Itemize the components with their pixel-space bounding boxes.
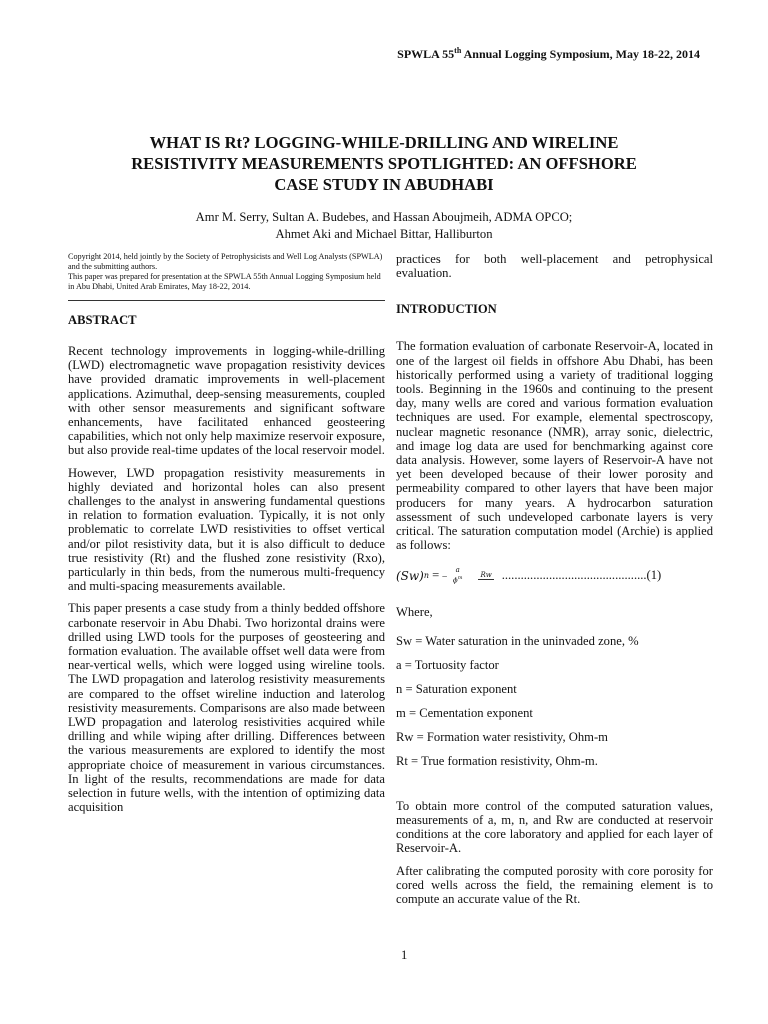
introduction-paragraph-3: After calibrating the computed porosity with core porosity for cored wells across the field, the remaining element is to compute an accurate value of the Rt. (396, 863, 713, 906)
abstract-paragraph-1: Recent technology improvements in logging-while-drilling (LWD) electromagnetic wave propagation resistivity devices have provided dramatic improvements in well-placement applications. Azimuthal, deep-sensing measurements, coupled with other sensor measurements and significant software enhancements, have facilitated enhanced geosteering capabilities, which not only help maximize reservoir exposure, but also provide real-time updates of the local reservoir model. (68, 344, 385, 458)
title-line-1: WHAT IS Rt? LOGGING-WHILE-DRILLING AND WIRELINE (149, 133, 619, 152)
equation-number: (1) (646, 568, 662, 583)
archie-equation (396, 566, 713, 584)
paper-title (100, 132, 668, 195)
abstract-heading: ABSTRACT (68, 313, 137, 327)
authors-line-2: Ahmet Aki and Michael Bittar, Halliburton (275, 227, 493, 241)
introduction-heading: INTRODUCTION (396, 302, 497, 317)
equation-leader-dots: .............................................. (501, 568, 647, 583)
author-list (100, 209, 668, 243)
equation-lhs: (Sw) (396, 568, 424, 583)
title-line-3: CASE STUDY IN ABUDHABI (274, 175, 494, 194)
fraction-rw-numerator: Rw (480, 571, 492, 580)
copyright-notice (68, 252, 385, 292)
authors-line-1: Amr M. Serry, Sultan A. Budebes, and Hassan Aboujmeih, ADMA OPCO; (195, 210, 573, 224)
equation-exponent: n (423, 571, 430, 581)
copyright-divider (68, 300, 385, 301)
title-line-2: RESISTIVITY MEASUREMENTS SPOTLIGHTED: AN OFFSHORE (131, 154, 637, 173)
abstract-paragraph-3: This paper presents a case study from a thinly bedded offshore carbonate reservoir in Abu Dhabi. Two horizontal drains were drilled using LWD tools for the purposes of geosteering and formation evaluation. The available offset well data were from near-vertical wells, which were logged using wireline tools. The LWD propagation and laterolog resistivity measurements are compared to the offset wireline induction and laterolog resistivity measurements. Comparisons are also made between LWD propagation and laterolog resistivities acquired while drilling and while wiping after drilling. Differences between the various measurements are explored to identify the most appropriate choice of measurement in various circumstances. In light of the results, recommendations are made for data selection in future wells, with the intention of optimizing data acquisition (68, 601, 385, 815)
conference-suffix: Annual Logging Symposium, May 18-22, 2014 (461, 47, 700, 61)
conference-header (397, 46, 700, 62)
introduction-paragraph-2: To obtain more control of the computed saturation values, measurements of a, m, n, and Rw are conducted at reservoir conditions at the core laboratory and applied for each layer of Reservoir-A. (396, 798, 713, 856)
equation-equals: = (429, 568, 443, 583)
definition-sw: Sw = Water saturation in the uninvaded zone, % (396, 633, 639, 648)
copyright-text-1: Copyright 2014, held jointly by the Society of Petrophysicists and Well Log Analysts (SPWLA) and the submitting authors. (68, 252, 383, 271)
equation-sign: – (442, 570, 447, 581)
abstract-paragraph-2: However, LWD propagation resistivity measurements in highly deviated and horizontal holes can also present challenges to the analyst in answering fundamental questions in relation to formation evaluation. Typically, it is not only problematic to correlate LWD resistivities to offset vertical and/or pilot resistivity data, but it is also difficult to deduce true resistivity (Rt) and the flushed zone resistivity (Rxo), particularly in thin beds, from the numerous multi-frequency and multi-spacing measurements available. (68, 465, 385, 594)
conference-prefix: SPWLA 55 (397, 47, 455, 61)
right-column (396, 252, 713, 914)
definition-a: a = Tortuosity factor (396, 657, 499, 672)
conference-superscript: th (454, 46, 462, 55)
introduction-paragraph-1: The formation evaluation of carbonate Reservoir-A, located in one of the largest oil fields in offshore Abu Dhabi, has been historically performed using a variety of traditional logging tools. Beginning in the 1960s and continuing to the present day, many wells are cored and various formation evaluation techniques are used. For example, elemental spectroscopy, nuclear magnetic resonance (NMR), array sonic, dielectric, and image log data are used for benchmarking against core data analysis. However, some layers of Reservoir-A have not yet been developed because of their lower porosity and permeability compared to other layers that have been major producers for many years. A hydrocarbon saturation assessment of such undeveloped carbonate layers is very critical. The saturation computation model (Archie) is applied as follows: (396, 339, 713, 553)
definition-rt: Rt = True formation resistivity, Ohm-m. (396, 753, 598, 768)
definition-n: n = Saturation exponent (396, 681, 517, 696)
resistivity-fraction (478, 571, 493, 580)
definition-rw: Rw = Formation water resistivity, Ohm-m (396, 729, 608, 744)
tortuosity-fraction (451, 566, 465, 584)
fraction-a-numerator: a (455, 566, 460, 575)
fraction-a-denominator: ϕ (452, 576, 458, 585)
page-number: 1 (401, 948, 408, 962)
fraction-a-exponent: m (457, 575, 463, 582)
abstract-paragraph-3-continued: practices for both well-placement and petrophysical evaluation. (396, 252, 713, 281)
definition-m: m = Cementation exponent (396, 705, 533, 720)
where-label: Where, (396, 604, 433, 619)
copyright-text-2: This paper was prepared for presentation at the SPWLA 55th Annual Logging Symposium held in Abu Dhabi, United Arab Emirates, May 18-22, 2014. (68, 272, 381, 291)
left-column (68, 252, 385, 823)
